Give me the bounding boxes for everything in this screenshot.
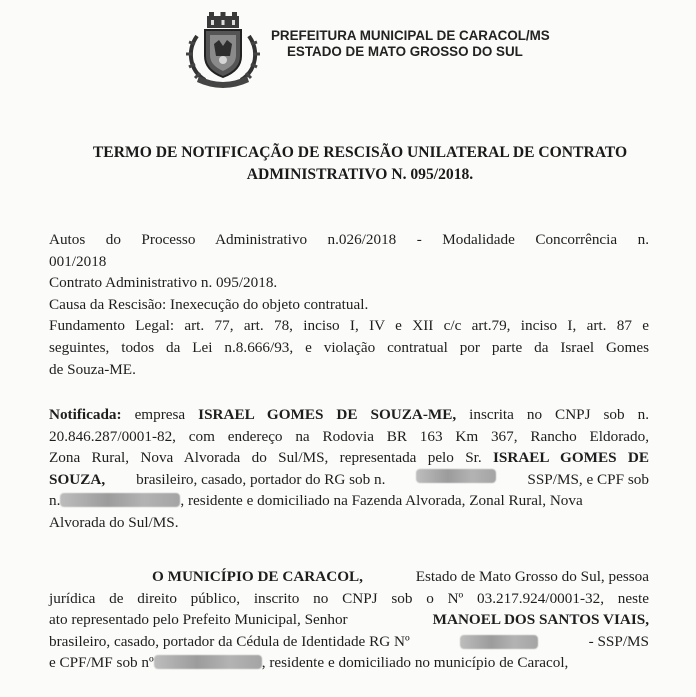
redacted-cpf (60, 493, 180, 507)
letterhead-text (271, 28, 550, 60)
company-name: ISRAEL GOMES DE SOUZA-ME, (198, 406, 457, 423)
text-span: Estado de Mato Grosso do Sul, pessoa (415, 568, 649, 585)
cause-line: Causa da Rescisão: Inexecução do objeto contratual. (49, 295, 369, 313)
notified-label: Notificada: (49, 406, 122, 423)
text-span: brasileiro, casado, portador da Cédula de Identidade RG Nº (49, 632, 410, 650)
representative-name: ISRAEL GOMES DE (493, 449, 649, 467)
process-line: Autos do Processo Administrativo n.026/2018 - Modalidade Concorrência n. (49, 231, 649, 248)
text-span: inscrita no CNPJ sob n. (469, 406, 649, 423)
municipality-paragraph (49, 566, 649, 674)
municipality-name: PREFEITURA MUNICIPAL DE CARACOL/MS (271, 28, 550, 43)
paragraph-line: Alvorada do Sul/MS. (49, 513, 179, 531)
legal-basis-line: Fundamento Legal: art. 77, art. 78, inciso I, IV e XII c/c art.79, inciso I, art. 87 e (49, 317, 649, 335)
contract-line: Contrato Administrativo n. 095/2018. (49, 274, 278, 292)
text-span: , residente e domiciliado na Fazenda Alvorada, Zonal Rural, Nova (180, 492, 583, 510)
paragraph-line (49, 631, 649, 653)
letterhead (183, 10, 623, 88)
text-span: Zona Rural, Nova Alvorada do Sul/MS, representada pelo Sr. (49, 449, 482, 467)
text-span: empresa (134, 406, 186, 423)
paragraph-line (49, 609, 649, 631)
redacted-cpf (154, 655, 262, 669)
paragraph-line (49, 469, 649, 491)
text-span: e CPF/MF sob nº (49, 654, 154, 672)
representative-name: SOUZA, (49, 470, 106, 488)
paragraph-line (49, 490, 649, 512)
title-line-2: ADMINISTRATIVO N. 095/2018. (246, 166, 474, 183)
text-span: n. (49, 492, 61, 510)
redacted-rg (416, 469, 496, 483)
municipality-party-name: O MUNICÍPIO DE CARACOL, (152, 568, 363, 585)
paragraph-line: 20.846.287/0001-82, com endereço na Rodovia BR 163 Km 367, Rancho Eldorado, (49, 427, 649, 445)
text-span: ato representado pelo Prefeito Municipal, Senhor (49, 611, 348, 629)
paragraph-line (49, 447, 649, 469)
state-name: ESTADO DE MATO GROSSO DO SUL (287, 44, 523, 59)
title-line-1: TERMO DE NOTIFICAÇÃO DE RESCISÃO UNILATERAL DE CONTRATO (92, 144, 628, 161)
notified-party-paragraph (49, 404, 649, 534)
legal-basis-line: seguintes, todos da Lei n.8.666/93, e violação contratual por parte da Israel Gomes (49, 338, 649, 356)
redacted-rg (460, 635, 538, 649)
text-span: - SSP/MS (588, 632, 649, 650)
text-span: , residente e domiciliado no município de Caracol, (261, 654, 569, 672)
text-span: brasileiro, casado, portador do RG sob n. (136, 470, 386, 488)
process-line: 001/2018 (49, 252, 107, 270)
document-title (60, 142, 660, 186)
process-details (49, 229, 649, 380)
mayor-name: MANOEL DOS SANTOS VIAIS, (432, 611, 649, 629)
paragraph-line (49, 404, 649, 426)
municipal-coat-of-arms-icon (183, 10, 263, 88)
text-span: SSP/MS, e CPF sob (527, 470, 649, 488)
paragraph-line (49, 652, 649, 674)
paragraph-line (49, 566, 649, 588)
legal-basis-line: de Souza-ME. (49, 360, 136, 378)
paragraph-line: jurídica de direito público, inscrito no CNPJ sob o Nº 03.217.924/0001-32, neste (49, 589, 649, 607)
